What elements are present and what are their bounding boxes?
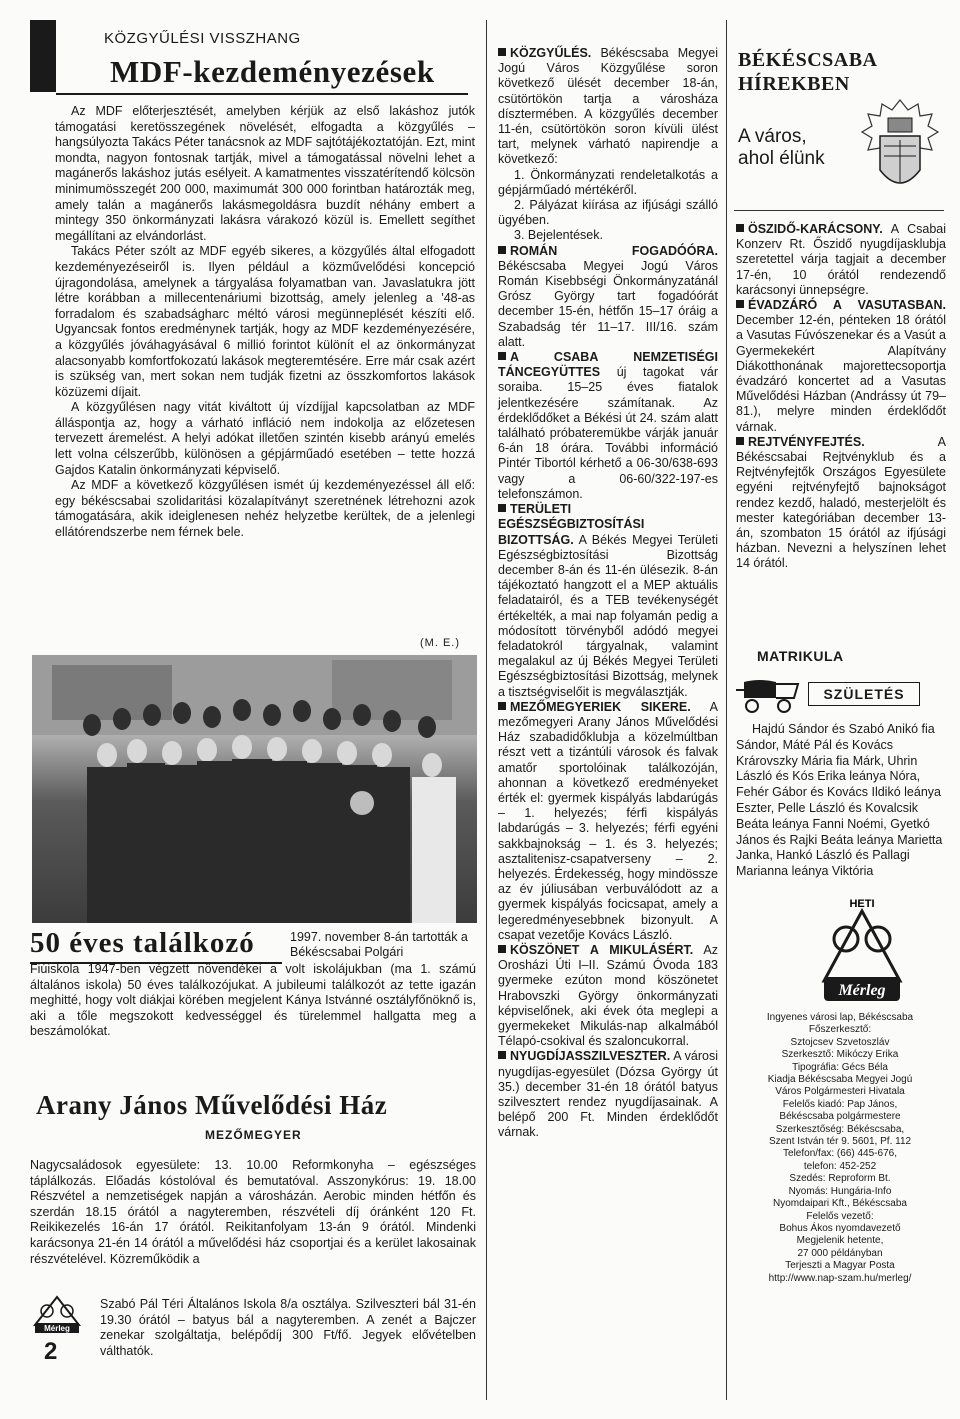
births-list: Hajdú Sándor és Szabó Anikó fia Sándor, Máté Pál és Kovács Krárovszky Mária fia Márk, Uhrin László és Kós Erika leánya Nóra, Fehér Gábor és Kovács Ildikó leánya Eszter, Pelle László és Kovalcsik Beáta leánya Fanni Noémi, Gyetkó János és Rajki Beáta leánya Marietta Janka, Hankó László és Pallagi Marianna leánya Viktória [736, 722, 943, 879]
impressum-line: Ingyenes városi lap, Békéscsaba [766, 1012, 914, 1023]
merleg-small-logo [31, 1295, 83, 1335]
mdf-paragraph-2: Takács Péter szólt az MDF egyéb sikeres, a közgyűlés által elfogadott kezdeményezéseiről is. Ilyen például a közművelődési koncepció újragondolása, amelynek a tárgyalása folyamatban van. Javaslatukra jött létre korábban a millecentenáriumi bizottság, amely jelenleg a '48-as forradalom és szabadságharc méltó városi megünneplését készíti elő. Ugyancsak fontos eredménynek tartják, hogy az MDF kezdeményezésére, a közgyűlés jóváhagyásával 6 millió forintot különít el az önkormányzat alacsonyabb komfortfokozatú lakások megteremtésére. Erre már csak azért is szükség van, mert sokan nem tudják fizetni az összkomfortos lakások közüzemi díjait. [55, 244, 475, 399]
arany-body: Nagycsaládosok egyesülete: 13. 10.00 Reformkonyha – egészséges táplálkozás. Előadás kóstolóval és bemutatóval. Asszonykórus: 19. 18.00 Részvétel a nemzetiségek napján a városházán. Aerobic minden hétfőn és szerdán 18.15 órától a nagyteremben, részvételi díj óránként 120 Ft. Reikikezelés 16-án 17 órától. Reikitanfolyam 13-án 9 órától. Mindenki karácsonya 21-én 14 órától a művelődési ház csoportjai és a kerület lakosainak részvételével. Közreműködik a [30, 1158, 476, 1266]
news-item-rejtveny: REJTVÉNYFEJTÉS. A Békéscsabai Rejtvényklub és a Rejtvényfejtők Országos Egyesülete egyéni rejtvényfejtő bajnokságot rendez kezdő, haladó, mesterjelölt és mester kategóriában december 13-án, szombaton 15 órától az ifjúsági házban. Nevezni a helyszínen lehet 14 órától. [736, 434, 946, 571]
impressum-line: Sztojcsev Szvetoszláv [790, 1036, 890, 1048]
impressum-line: Terjeszti a Magyar Posta [785, 1260, 895, 1272]
impressum-line: http://www.nap-szam.hu/merleg/ [768, 1272, 912, 1284]
article-signature: (M. E.) [420, 637, 460, 649]
city-crest-icon [858, 96, 942, 204]
impressum-line: Szerkesztő: Mikóczy Erika [781, 1049, 899, 1061]
divider [734, 210, 944, 211]
impressum-line: Békéscsaba polgármestere [779, 1111, 901, 1123]
merleg-logo [820, 895, 904, 1005]
header-band [30, 20, 56, 92]
agenda-item: 1. Önkormányzati rendeletalkotás a gépjárműadó mértékéről. [498, 167, 718, 197]
agenda-item: 2. Pályázat kiírása az ifjúsági szálló ügyében. [498, 198, 718, 228]
bullet-icon [498, 945, 506, 953]
impressum-line: Bohus Ákos nyomdavezető [779, 1222, 901, 1234]
group-photo-image [32, 655, 477, 923]
bullet-icon [498, 48, 506, 56]
impressum-line: 27 000 példányban [797, 1247, 883, 1259]
reunion-title: 50 éves találkozó [30, 927, 255, 959]
page-title: MDF-kezdeményezések [110, 54, 435, 89]
bullet-icon [498, 702, 506, 710]
mdf-paragraph-3: A közgyűlésen nagy vitát kiváltott új vízdíjjal kapcsolatban az MDF álláspontja az, hogy a várható infláció nem indokolja az előzetesen tervezett áremelést. A helyi adókat illetően szintén kisebb arányú emelés lett volna célszerűbb, különösen a gépjárműadó esetében – tette hozzá Gajdos Katalin önkormányzati képviselő. [55, 400, 475, 477]
reunion-first-line: 1997. november 8-án tartották a Békéscsabai Polgári [290, 930, 468, 960]
logo-small-text: Mérleg [44, 1324, 70, 1333]
column-divider [726, 20, 727, 1400]
impressum-line: Tipográfia: Gécs Béla [792, 1061, 888, 1073]
impressum-line: Város Polgármesteri Hivatala [775, 1086, 905, 1098]
bullet-icon [498, 352, 506, 360]
title-rule [56, 93, 468, 95]
impressum-line: Kiadja Békéscsaba Megyei Jogú [767, 1074, 913, 1086]
news-item-koszonet: KÖSZÖNET A MIKULÁSÉRT. Az Orosházi Úti I–II. Számú Óvoda 183 gyermeke ezúton mond köszönetet Hrabovszki György önkormányzati képviselőnek, aki évek óta meglepi a gyermekeket Mikulás-nap alkalmából Télapó-csokival és szaloncukorral. [498, 942, 718, 1049]
mdf-article [55, 104, 475, 541]
rubric: KÖZGYŰLÉSI VISSZHANG [104, 30, 301, 47]
arany-body-tail: Szabó Pál Téri Általános Iskola 8/a osztálya. Szilveszteri bál 31-én 19.30 órától – batyus bál a nagyteremben. A zenét a Bajczer zenekar szolgáltatja, belépődíj 300 Ft/fő. Jegyek elővételben válthatók. [100, 1297, 476, 1358]
impressum-line: Felelős kiadó: Pap János, [782, 1098, 898, 1110]
bullet-icon [736, 224, 744, 232]
scales-icon [31, 1295, 83, 1335]
impressum-line: Megjelenik hetente, [796, 1235, 884, 1247]
impressum-line: Főszerkesztő: [808, 1024, 872, 1036]
arany-title: Arany János Művelődési Ház [36, 1090, 388, 1120]
news-item-kozgyules: KÖZGYŰLÉS. Békéscsaba Megyei Jogú Város Közgyűlése soron következő ülését december 18-án, csütörtökön tartja a városháza dísztermében. A közgyűlés december 11-én, csütörtökön soron kívüli ülést tart, melynek várható napirendje a következő: [498, 46, 718, 167]
impressum-line: Szerkesztőség: Békéscsaba, [775, 1123, 905, 1135]
column-subtitle: A város, ahol élünk [738, 126, 825, 169]
impressum-line: Nyomás: Hungária-Info [788, 1185, 892, 1197]
news-item-roman: ROMÁN FOGADÓÓRA. Békéscsaba Megyei Jogú Város Román Kisebbségi Önkormányzatánál Grósz György tart fogadóórát december 15-én, hétfőn 15–17 óráig a Szabadság tér 11–17. III/16. szám alatt. [498, 243, 718, 349]
bullet-icon [736, 437, 744, 445]
page-number: 2 [44, 1338, 58, 1365]
news-item-evadzaro: ÉVADZÁRÓ A VASUTASBAN. December 12-én, pénteken 18 órától a Vasutas Fúvószenekar és a Vasút a Gyermekekért Alapítvány Diákotthonának majorettecsoportja évadzáró koncertet ad a Vasutas Művelődési Házban (Andrássy út 79–81.), melyre minden érdeklődőt várnak. [736, 298, 946, 434]
group-photo [32, 655, 477, 923]
bullet-icon [498, 246, 506, 254]
impressum-line: Szent István tér 9. 5601, Pf. 112 [768, 1136, 912, 1148]
news-column [498, 46, 718, 1141]
reunion-body: Fiúiskola 1947-ben végzett növendékei a volt iskolájukban (ma 1. számú általános iskola) 50 éves találkozójukat. A jubileumi találkozót az tette igazán meghitté, hogy volt diákjai körében megjelent Kánya Istvánné osztályfőnöknő is, aki a tőle megszokott kedvességgel és türelemmel hallgatta meg a beszámolókat. [30, 962, 476, 1039]
news-item-nyugdij: NYUGDÍJASSZILVESZTER. A városi nyugdíjas-egyesület (Dózsa György út 35.) december 31-én 18 órától batyus szilvesztert rendez nyugdíjasainak. A belépő 200 Ft. Minden érdeklődőt várnak. [498, 1049, 718, 1140]
bullet-icon [498, 1051, 506, 1059]
logo-name-text: Mérleg [838, 982, 886, 999]
news-item-oszido: ÖSZIDŐ-KARÁCSONY. A Csabai Konzerv Rt. Őszidő nyugdíjasklubja szeretettel várja tagjait a december 17-én, 10 órától rendezendő karácsonyi ünnepségre. [736, 222, 946, 297]
impressum-line: Szedés: Reproform Bt. [789, 1173, 891, 1185]
impressum-line: Felelős vezető: [806, 1210, 874, 1222]
pram-icon [736, 676, 808, 714]
bullet-icon [736, 300, 744, 308]
szuletes-heading: SZÜLETÉS [808, 682, 920, 706]
arany-subtitle: MEZŐMEGYER [205, 1128, 302, 1142]
impressum-line: Telefon/fax: (66) 445-676, [783, 1148, 897, 1160]
news-item-csaba: A CSABA NEMZETISÉGI TÁNCEGYÜTTES új tagokat vár soraiba. 15–25 éves fiatalok jelentkezésére számítanak. Az érdeklődőket a Békési út 24. szám alatt található próbateremükbe várják január 6-án 18 órára. További információ Pintér Tibortól kérhető a 06-30/638-693 vagy a 06-60/322-197-es telefonszámon. [498, 350, 718, 501]
impressum-line: telefon: 452-252 [803, 1160, 877, 1172]
agenda-item: 3. Bejelentések. [514, 228, 603, 243]
impressum-line: Nyomdaipari Kft., Békéscsaba [773, 1198, 907, 1210]
mdf-paragraph-4: Az MDF a következő közgyűlésen ismét új kezdeményezéssel áll elő: egy békéscsabai szolidaritási közalapítványt szeretnének létrehozni azok támogatására, akik ideiglenesen nehéz helyzetbe kerültek, de a jelenlegi ellátórendszerbe nem férnek bele. [55, 478, 475, 540]
logo-top-text: HETI [849, 898, 875, 910]
column-title: BÉKÉSCSABA HÍREKBEN [738, 49, 878, 95]
mdf-paragraph-1: Az MDF előterjesztését, amelyben kérjük az első lakáshoz jutók támogatási keretösszegének növelését, elfogadta a közgyűlés – hangsúlyozta Takács Péter tanácsnok az MDF sajtótájékoztatóján. Ezt, mint mondta, nagyon fontosnak tartják, mivel a támogatással növelni lehet a magánerős lakáshoz jutás esélyeit. A kamatmentes visszatérítendő kölcsön minimumösszegét 200 000, maximumát 300 000 forintban határozták meg, amely talán a magánerős lakásmegoldásra buzdít néhány embert a mintegy 350 önkormányzati lakásra várakozó közül is. Emellett segíthet megállítani az elvándorlást. [55, 104, 475, 243]
right-news-column [736, 222, 946, 572]
news-item-teruleti: TERÜLETI EGÉSZSÉGBIZTOSÍTÁSI BIZOTTSÁG. A Békés Megyei Területi Egészségbiztosítási Bizottság december 8-án és 11-én ülésezik. 8-án tájékoztató hangzott el a MEP aktuális feladatairól, és a TEB tevékenységét értékelték, a mai nap folyamán pedig a módosított törvényből adódó megyei feladatokról tárgyalnak, valamint megalakul az új Békés Megyei Területi Egészségbiztosítási Bizottság, melynek a tisztségviselőit is megválasztják. [498, 502, 718, 699]
matrikula-heading: MATRIKULA [757, 648, 844, 664]
news-item-mezomegyer: MEZŐMEGYERIEK SIKERE. A mezőmegyeri Arany János Művelődési Ház szabadidőklubja a közelmúltban részt vett a tizántúli városok és falvak amatőr sportolóinak találkozóján, ahonnan a következő eredményeket érték el: gyermek kispályás labdarúgás – 1. helyezés; férfi kispályás labdarúgás – 3. helyezés; férfi egyéni sakkbajnokság – 1. és 3. helyezés; asztalitenisz-csapatverseny – 2. helyezés. Érdekesség, hogy mindössze az év júliusában verbuválódott az a gyermek kispályás focicsapat, amely a legeredményesebbnek bizonyult. A csapat vezetője Kovács László. [498, 699, 718, 942]
bullet-icon [498, 504, 506, 512]
impressum [734, 1012, 946, 1285]
column-divider [486, 20, 487, 1400]
